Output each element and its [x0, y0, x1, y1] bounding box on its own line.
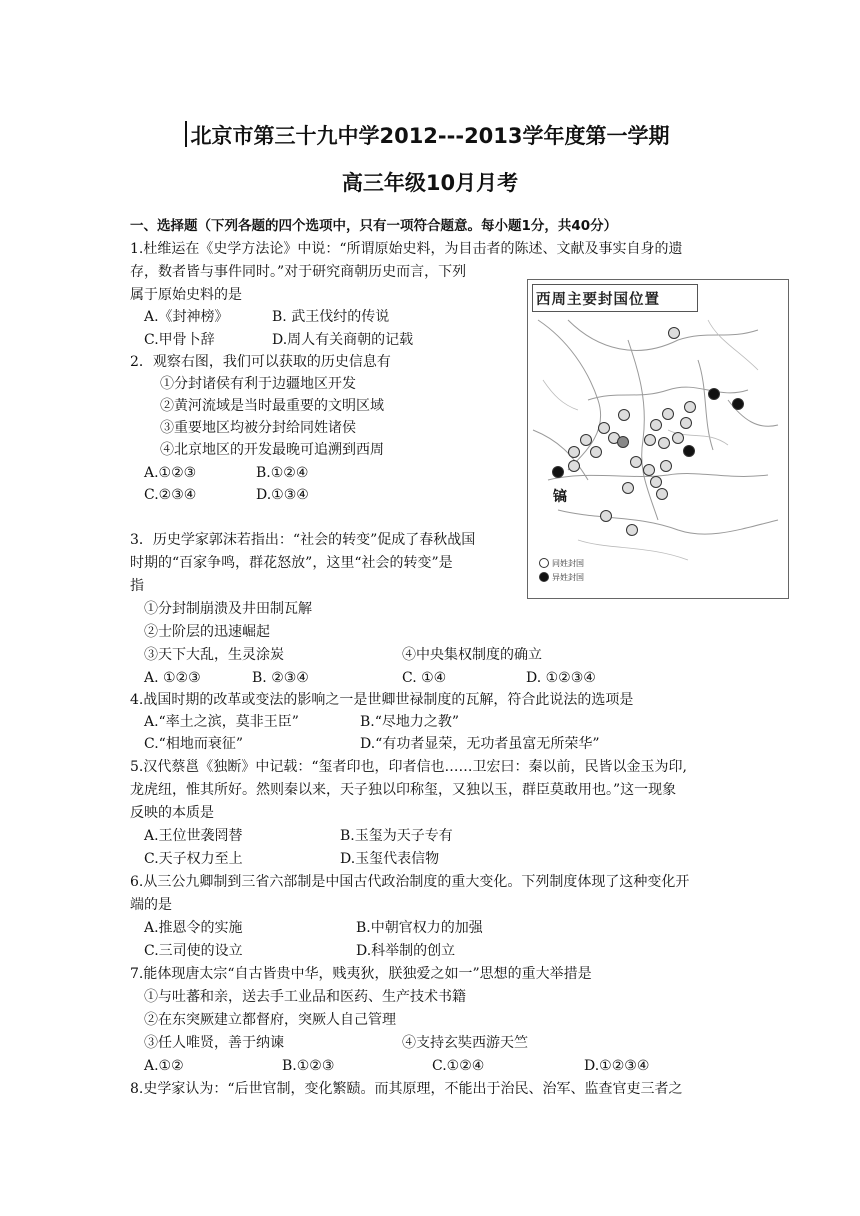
q1-option-c: C.甲骨卜辞: [144, 332, 215, 348]
q7-option-c: C.①②④: [432, 1058, 485, 1074]
q4-option-b: B.“尽地力之教”: [360, 714, 460, 730]
q1-line3: 属于原始史料的是: [130, 287, 242, 303]
q7-item-4: ④支持玄奘西游天竺: [402, 1035, 528, 1051]
q5-option-d: D.玉玺代表信物: [340, 851, 440, 867]
q1-option-b: B. 武王伐纣的传说: [272, 309, 390, 325]
q3-line2: 时期的“百家争鸣，群花怒放”，这里“社会的转变”是: [130, 555, 453, 571]
q1-option-a: A.《封神榜》: [144, 309, 229, 325]
legend-same-surname: 同姓封国: [552, 559, 584, 568]
q4-option-a: A.“率土之滨，莫非王臣”: [144, 714, 299, 730]
q1-line2: 存，数者皆与事件同时。”对于研究商朝历史而言，下列: [130, 264, 467, 280]
capital-label: 镐: [553, 489, 567, 505]
q2-item-4: ④北京地区的开发最晚可追溯到西周: [160, 442, 384, 458]
q1-option-d: D.周人有关商朝的记载: [272, 332, 414, 348]
q2-option-b: B.①②④: [256, 465, 309, 481]
q3-item-2: ②士阶层的迅速崛起: [144, 624, 270, 640]
q2-option-d: D.①③④: [256, 487, 309, 503]
q5-line1: 5.汉代蔡邕《独断》中记载：“玺者印也，印者信也……卫宏曰：秦以前，民皆以金玉为印,: [130, 759, 687, 775]
section-heading: 一、选择题（下列各题的四个选项中，只有一项符合题意。每小题1分，共40分）: [130, 218, 618, 234]
q5-line3: 反映的本质是: [130, 805, 214, 821]
q2-item-1: ①分封诸侯有利于边疆地区开发: [160, 376, 356, 392]
q3-line1: 3．历史学家郭沫若指出：“社会的转变”促成了春秋战国: [130, 532, 476, 548]
q7-item-1: ①与吐蕃和亲，送去手工业品和医药、生产技术书籍: [144, 989, 466, 1005]
page-subtitle: 高三年级10月月考: [341, 171, 519, 195]
q6-option-d: D.科举制的创立: [356, 943, 456, 959]
q6-line2: 端的是: [130, 897, 172, 913]
western-zhou-fiefdom-map: [527, 279, 789, 599]
q2-option-c: C.②③④: [144, 487, 197, 503]
q6-option-b: B.中朝官权力的加强: [356, 920, 483, 936]
q2-item-2: ②黄河流域是当时最重要的文明区域: [160, 398, 384, 414]
legend-different-surname: 异姓封国: [552, 573, 584, 582]
q3-option-b: B. ②③④: [252, 670, 309, 686]
q7-option-d: D.①②③④: [584, 1058, 650, 1074]
page-title: 北京市第三十九中学2012---2013学年度第一学期: [190, 124, 670, 148]
q3-line3: 指: [130, 578, 144, 594]
q7-item-3: ③任人唯贤，善于纳谏: [144, 1035, 284, 1051]
q5-line2: 龙虎纽，惟其所好。然则秦以来，天子独以印称玺，又独以玉，群臣莫敢用也。”这一现象: [130, 782, 677, 798]
q3-option-d: D. ①②③④: [526, 670, 596, 686]
q5-option-a: A.王位世袭罔替: [144, 828, 243, 844]
q7-item-2: ②在东突厥建立都督府，突厥人自己管理: [144, 1012, 396, 1028]
q4-stem: 4.战国时期的改革或变法的影响之一是世卿世禄制度的瓦解，符合此说法的选项是: [130, 692, 634, 708]
q3-item-1: ①分封制崩溃及井田制瓦解: [144, 601, 312, 617]
q4-option-c: C.“相地而衰征”: [144, 736, 243, 752]
q7-option-b: B.①②③: [282, 1058, 335, 1074]
q2-option-a: A.①②③: [144, 465, 197, 481]
q1-line1: 1.杜维运在《史学方法论》中说：“所谓原始史料，为目击者的陈述、文献及事实自身的遗: [130, 241, 683, 257]
q3-option-a: A. ①②③: [144, 670, 201, 686]
q2-stem: 2．观察右图，我们可以获取的历史信息有: [130, 354, 391, 370]
q6-option-c: C.三司使的设立: [144, 943, 243, 959]
q7-option-a: A.①②: [144, 1058, 184, 1074]
q4-option-d: D.“有功者显荣，无功者虽富无所荣华”: [360, 736, 600, 752]
q2-item-3: ③重要地区均被分封给同姓诸侯: [160, 420, 356, 436]
q5-option-c: C.天子权力至上: [144, 851, 243, 867]
q3-item-4: ④中央集权制度的确立: [402, 647, 542, 663]
map-drawing: [528, 280, 788, 598]
q6-option-a: A.推恩令的实施: [144, 920, 243, 936]
map-title: 西周主要封国位置: [536, 292, 660, 308]
q3-option-c: C. ①④: [402, 670, 447, 686]
q6-line1: 6.从三公九卿制到三省六部制是中国古代政治制度的重大变化。下列制度体现了这种变化开: [130, 874, 690, 890]
q8-line1: 8.史学家认为：“后世官制，变化繁赜。而其原理，不能出于治民、治军、监查官吏三者之: [130, 1081, 683, 1097]
q3-item-3: ③天下大乱，生灵涂炭: [144, 647, 284, 663]
q5-option-b: B.玉玺为天子专有: [340, 828, 453, 844]
q7-stem: 7.能体现唐太宗“自古皆贵中华，贱夷狄，朕独爱之如一”思想的重大举措是: [130, 966, 592, 982]
